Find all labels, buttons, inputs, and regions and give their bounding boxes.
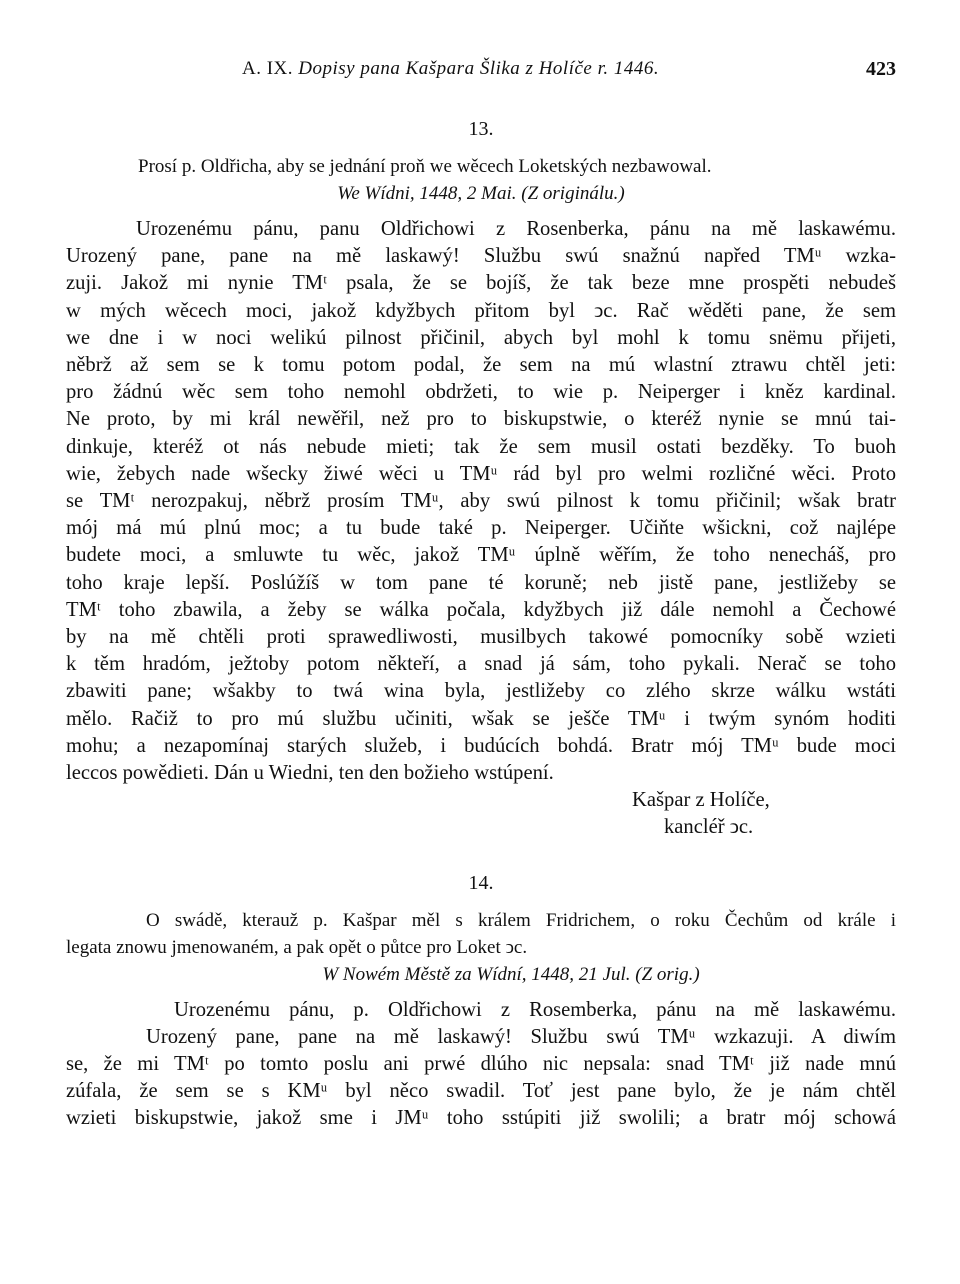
body-line: se TMᵗ nerozpakuj, něbrž prosím TMᵘ, aby swú pilnost k tomu přičinil; wšak bratr [66, 490, 896, 513]
letter-14-place-date [66, 961, 896, 989]
body-line: se, že mi TMᵗ po tomto poslu ani prwé dlúho nic nepsala: snad TMᵗ již nade mnú [66, 1053, 896, 1076]
body-line: mój má mú plnú moc; a tu bude také p. Neiperger. Učiňte wšickni, což najlépe [66, 517, 896, 540]
body-line: budete moci, a smluwte tu wěc, jakož TMᵘ úplně wěřím, že toho nenecháš, pro [66, 544, 896, 567]
body-line: wzieti biskupstwie, jakož sme i JMᵘ toho sstúpiti již swolili; a bratr mój schowá [66, 1107, 896, 1130]
running-title [242, 58, 659, 80]
body-line: TMᵗ toho zbawila, a žeby se wálka počala, kdyžbych již dále nemohl a Čechowé [66, 598, 896, 621]
running-title-text: Dopisy pana Kašpara Šlika z Holíče r. 1446. [298, 58, 660, 79]
letter-13-number: 13. [468, 118, 494, 140]
body-line: mohu; a nezapomínaj starých služeb, i budúcích bohdá. Bratr mój TMᵘ bude moci [66, 734, 896, 757]
letter-14-summary-line-2: legata znowu jmenowaném, a pak opět o půtce pro Loket ↄc. [66, 936, 528, 958]
section-label: A. IX. [242, 58, 294, 79]
body-line: by na mě chtěli proti sprawedliwosti, musilbych takowé pomocníky sobě wzieti [66, 626, 896, 649]
body-line: leccos powědieti. Dán u Wiedni, ten den božieho wstúpení. [66, 762, 554, 785]
letter-14-summary-line-1: O swádě, kterauž p. Kašpar měl s králem Fridrichem, o roku Čechům od krále i [146, 909, 896, 931]
letter-13-signature: Kašpar z Holíče, [632, 789, 770, 812]
body-line: Urozenému pánu, p. Oldřichowi z Rosemberka, pánu na mě laskawému. [174, 998, 896, 1021]
letter-14-body [66, 997, 896, 1133]
letter-13-place-date [66, 180, 896, 208]
body-line: Ne proto, by mi král newěřil, než pro to biskupstwie, o kteréž nynie se mnú tai- [66, 408, 896, 431]
body-line: zúfala, že sem se s KMᵘ byl něco swadil. Toť jest pane bylo, že je nám chtěl [66, 1080, 896, 1103]
body-line: toho kraje lepší. Poslúžíš w tom pane té koruně; neb jistě pane, jestližeby se [66, 571, 896, 594]
body-line: k těm hradóm, ježtoby potom někteří, a snad já sám, toho pykali. Nerač se toho [66, 653, 896, 676]
letter-13-body [66, 216, 896, 787]
body-line: zbawiti pane; wšakby to twá wina byla, jestližeby co zlého skrze wálku wstáti [66, 680, 896, 703]
body-line: zuji. Jakož mi nynie TMᵗ psala, že se bojíš, že tak beze mne prospěti nebudeš [66, 272, 896, 295]
body-line: we dne i w noci welikú pilnost přičinil, abych byl mohl k tomu snёmu přijeti, [66, 326, 896, 349]
body-line: Urozený pane, pane na mě laskawý! Službu swú TMᵘ wzkazuji. A diwím [146, 1025, 896, 1048]
body-line: Urozený pane, pane na mě laskawý! Službu swú snažnú napřed TMᵘ wzka- [66, 245, 896, 268]
body-line: dinkuje, kteréž ot nás nebude mieti; tak že sem musil ostati bezděky. To buoh [66, 435, 896, 458]
book-page [66, 58, 896, 1133]
body-line: pro žádnú wěc sem toho nemohl obdržeti, to wie p. Neiperger i kněz kardinal. [66, 381, 896, 404]
page-number: 423 [866, 58, 896, 80]
body-line: mělo. Račiž to pro mú službu učiniti, wšak se ješče TMᵘ i twým synóm hoditi [66, 707, 896, 730]
body-line: wie, žebych nade wšecky žiwé wěci u TMᵘ rád byl pro welmi rozličné wěci. Proto [66, 462, 896, 485]
place-date-text: W Nowém Městě za Wídní, 1448, 21 Jul. (Z orig.) [322, 963, 700, 985]
letter-13-signature-title: kancléř ↄc. [664, 816, 754, 839]
running-header [66, 58, 896, 92]
body-line: něbrž až sem se k tomu potom podal, že sem na mú wlastní ztrawu chtěl jeti: [66, 354, 896, 377]
letter-13-summary: Prosí p. Oldřicha, aby se jednání proň we wěcech Loketských nezbawowal. [138, 156, 712, 177]
body-line: Urozenému pánu, panu Oldřichowi z Rosenberka, pánu na mě laskawému. [136, 218, 896, 240]
body-line: w mých wěcech moci, jakož kdyžbych přitom byl ↄc. Rač wěděti pane, že sem [66, 299, 896, 322]
place-date-text: We Wídni, 1448, 2 Mai. (Z originálu.) [337, 183, 625, 204]
letter-14-number: 14. [468, 871, 494, 894]
